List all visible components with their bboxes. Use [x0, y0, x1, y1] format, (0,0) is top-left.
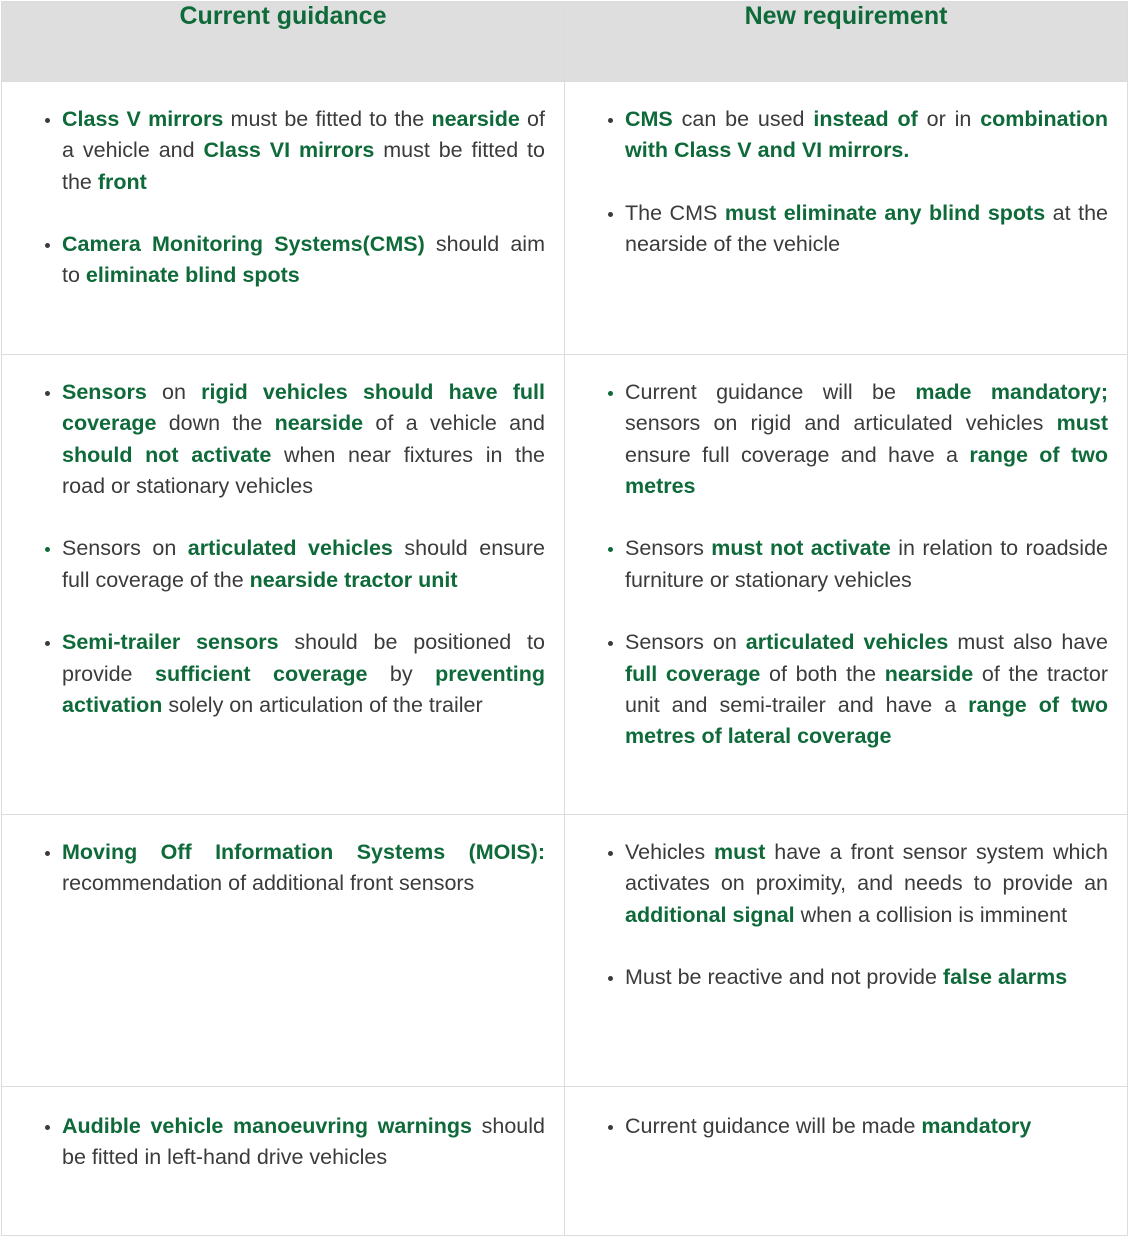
header-current-guidance: Current guidance	[2, 2, 565, 82]
header-row	[2, 2, 1128, 82]
body-text: The CMS	[625, 200, 725, 225]
highlighted-text: Class V mirrors	[62, 107, 224, 131]
highlighted-text: articulated vehicles	[745, 630, 949, 655]
bullet-item	[625, 198, 1108, 261]
new-requirement-cell	[565, 1087, 1128, 1236]
body-text: should be fitted in left-hand drive vehicles	[62, 1114, 545, 1170]
new-requirement-cell	[565, 355, 1128, 815]
highlighted-text: must not activate	[711, 536, 891, 561]
highlighted-text: nearside	[884, 661, 974, 686]
body-text: of both the	[760, 661, 885, 686]
current-guidance-cell	[2, 1087, 565, 1236]
highlighted-text: range of two metres	[625, 442, 1108, 498]
body-text: should be positioned to provide	[62, 630, 545, 686]
highlighted-text: must eliminate any blind spots	[724, 200, 1046, 225]
body-text: by	[367, 661, 436, 686]
bullet-item	[625, 837, 1108, 931]
body-text: Sensors on	[62, 536, 188, 561]
bullet-item	[625, 962, 1108, 993]
bullet-list	[590, 377, 1108, 753]
highlighted-text: Class VI mirrors	[203, 138, 375, 163]
body-text: solely on articulation of the trailer	[162, 692, 483, 717]
body-text: can be used	[672, 107, 814, 131]
highlighted-text: Audible vehicle manoeuvring warnings	[62, 1114, 472, 1138]
new-requirement-cell	[565, 815, 1128, 1087]
bullet-item	[625, 104, 1108, 167]
highlighted-text: full coverage	[625, 661, 761, 686]
body-text: must also have	[948, 630, 1109, 655]
body-text: must be fitted to the	[62, 138, 545, 194]
body-text: of the tractor unit and semi-trailer and have a	[625, 661, 1108, 717]
highlighted-text: range of two metres of lateral coverage	[625, 692, 1108, 749]
highlighted-text: front	[97, 169, 147, 194]
body-text: Must be reactive and not provide	[625, 965, 943, 990]
table-row	[2, 355, 1128, 815]
table-row	[2, 1087, 1128, 1236]
body-text: Current guidance will be	[625, 380, 916, 404]
current-guidance-cell	[2, 82, 565, 355]
bullet-item	[625, 627, 1108, 752]
body-text: when near fixtures in the road or stationary vehicles	[62, 442, 545, 498]
highlighted-text: Camera Monitoring Systems(CMS)	[62, 232, 425, 257]
body-text: in relation to roadside furniture or stationary vehicles	[625, 536, 1108, 592]
bullet-item	[62, 837, 545, 900]
highlighted-text: nearside	[431, 107, 520, 131]
body-text: Sensors on	[625, 630, 746, 655]
body-text: when a collision is imminent	[794, 902, 1068, 927]
bullet-item	[62, 1111, 545, 1174]
table-row	[2, 82, 1128, 355]
highlighted-text: articulated vehicles	[187, 536, 393, 561]
highlighted-text: CMS	[625, 107, 673, 131]
highlighted-text: eliminate blind spots	[85, 263, 300, 288]
body-text: have a front sensor system which activates on proximity, and needs to provide an	[625, 840, 1109, 896]
highlighted-text: false alarms	[942, 965, 1068, 990]
highlighted-text: Moving Off Information Systems (MOIS):	[62, 840, 545, 864]
current-guidance-cell	[2, 815, 565, 1087]
bullet-list	[590, 104, 1108, 260]
bullet-item	[62, 533, 545, 596]
highlighted-text: preventing activation	[62, 661, 545, 717]
body-text: should ensure full coverage of the	[62, 536, 546, 592]
comparison-table	[1, 1, 1128, 1236]
bullet-item	[62, 104, 545, 198]
highlighted-text: made mandatory;	[915, 380, 1108, 404]
highlighted-text: rigid vehicles should have full coverage	[62, 380, 545, 436]
bullet-item	[625, 1111, 1108, 1142]
highlighted-text: must	[1056, 411, 1108, 436]
bullet-list	[27, 1111, 545, 1174]
highlighted-text: additional signal	[625, 902, 795, 927]
new-requirement-cell	[565, 82, 1128, 355]
bullet-item	[625, 533, 1108, 596]
highlighted-text: instead of	[813, 107, 918, 131]
bullet-list	[27, 377, 545, 721]
bullet-list	[590, 1111, 1108, 1142]
body-text: down the	[156, 411, 275, 436]
highlighted-text: nearside	[274, 411, 364, 436]
highlighted-text: should not activate	[62, 442, 272, 467]
bullet-list	[590, 837, 1108, 993]
bullet-item	[625, 377, 1108, 502]
body-text: must be fitted to the	[223, 107, 432, 131]
table-row	[2, 815, 1128, 1087]
highlighted-text: nearside tractor unit	[249, 567, 458, 592]
bullet-item	[62, 627, 545, 721]
bullet-item	[62, 377, 545, 502]
highlighted-text: mandatory	[921, 1114, 1032, 1138]
bullet-item	[62, 229, 545, 292]
highlighted-text: combination with Class V and VI mirrors.	[625, 107, 1108, 163]
body-text: of a vehicle and	[62, 107, 545, 163]
body-text: Current guidance will be made	[625, 1114, 922, 1138]
body-text: of a vehicle and	[363, 411, 545, 436]
highlighted-text: Semi-trailer sensors	[62, 630, 279, 655]
body-text: sensors on rigid and articulated vehicles	[625, 411, 1057, 436]
bullet-list	[27, 837, 545, 900]
highlighted-text: Sensors	[62, 380, 147, 404]
body-text: should aim to	[62, 232, 545, 288]
header-new-requirement: New requirement	[565, 2, 1128, 82]
body-text: Vehicles	[625, 840, 714, 864]
highlighted-text: must	[714, 840, 766, 864]
body-text: Sensors	[625, 536, 712, 561]
body-text: ensure full coverage and have a	[625, 442, 970, 467]
bullet-list	[27, 104, 545, 292]
body-text: recommendation of additional front sensors	[62, 871, 475, 896]
current-guidance-cell	[2, 355, 565, 815]
body-text: or in	[917, 107, 981, 131]
body-text: at the nearside of the vehicle	[625, 200, 1108, 257]
highlighted-text: sufficient coverage	[154, 661, 368, 686]
body-text: on	[146, 380, 202, 404]
